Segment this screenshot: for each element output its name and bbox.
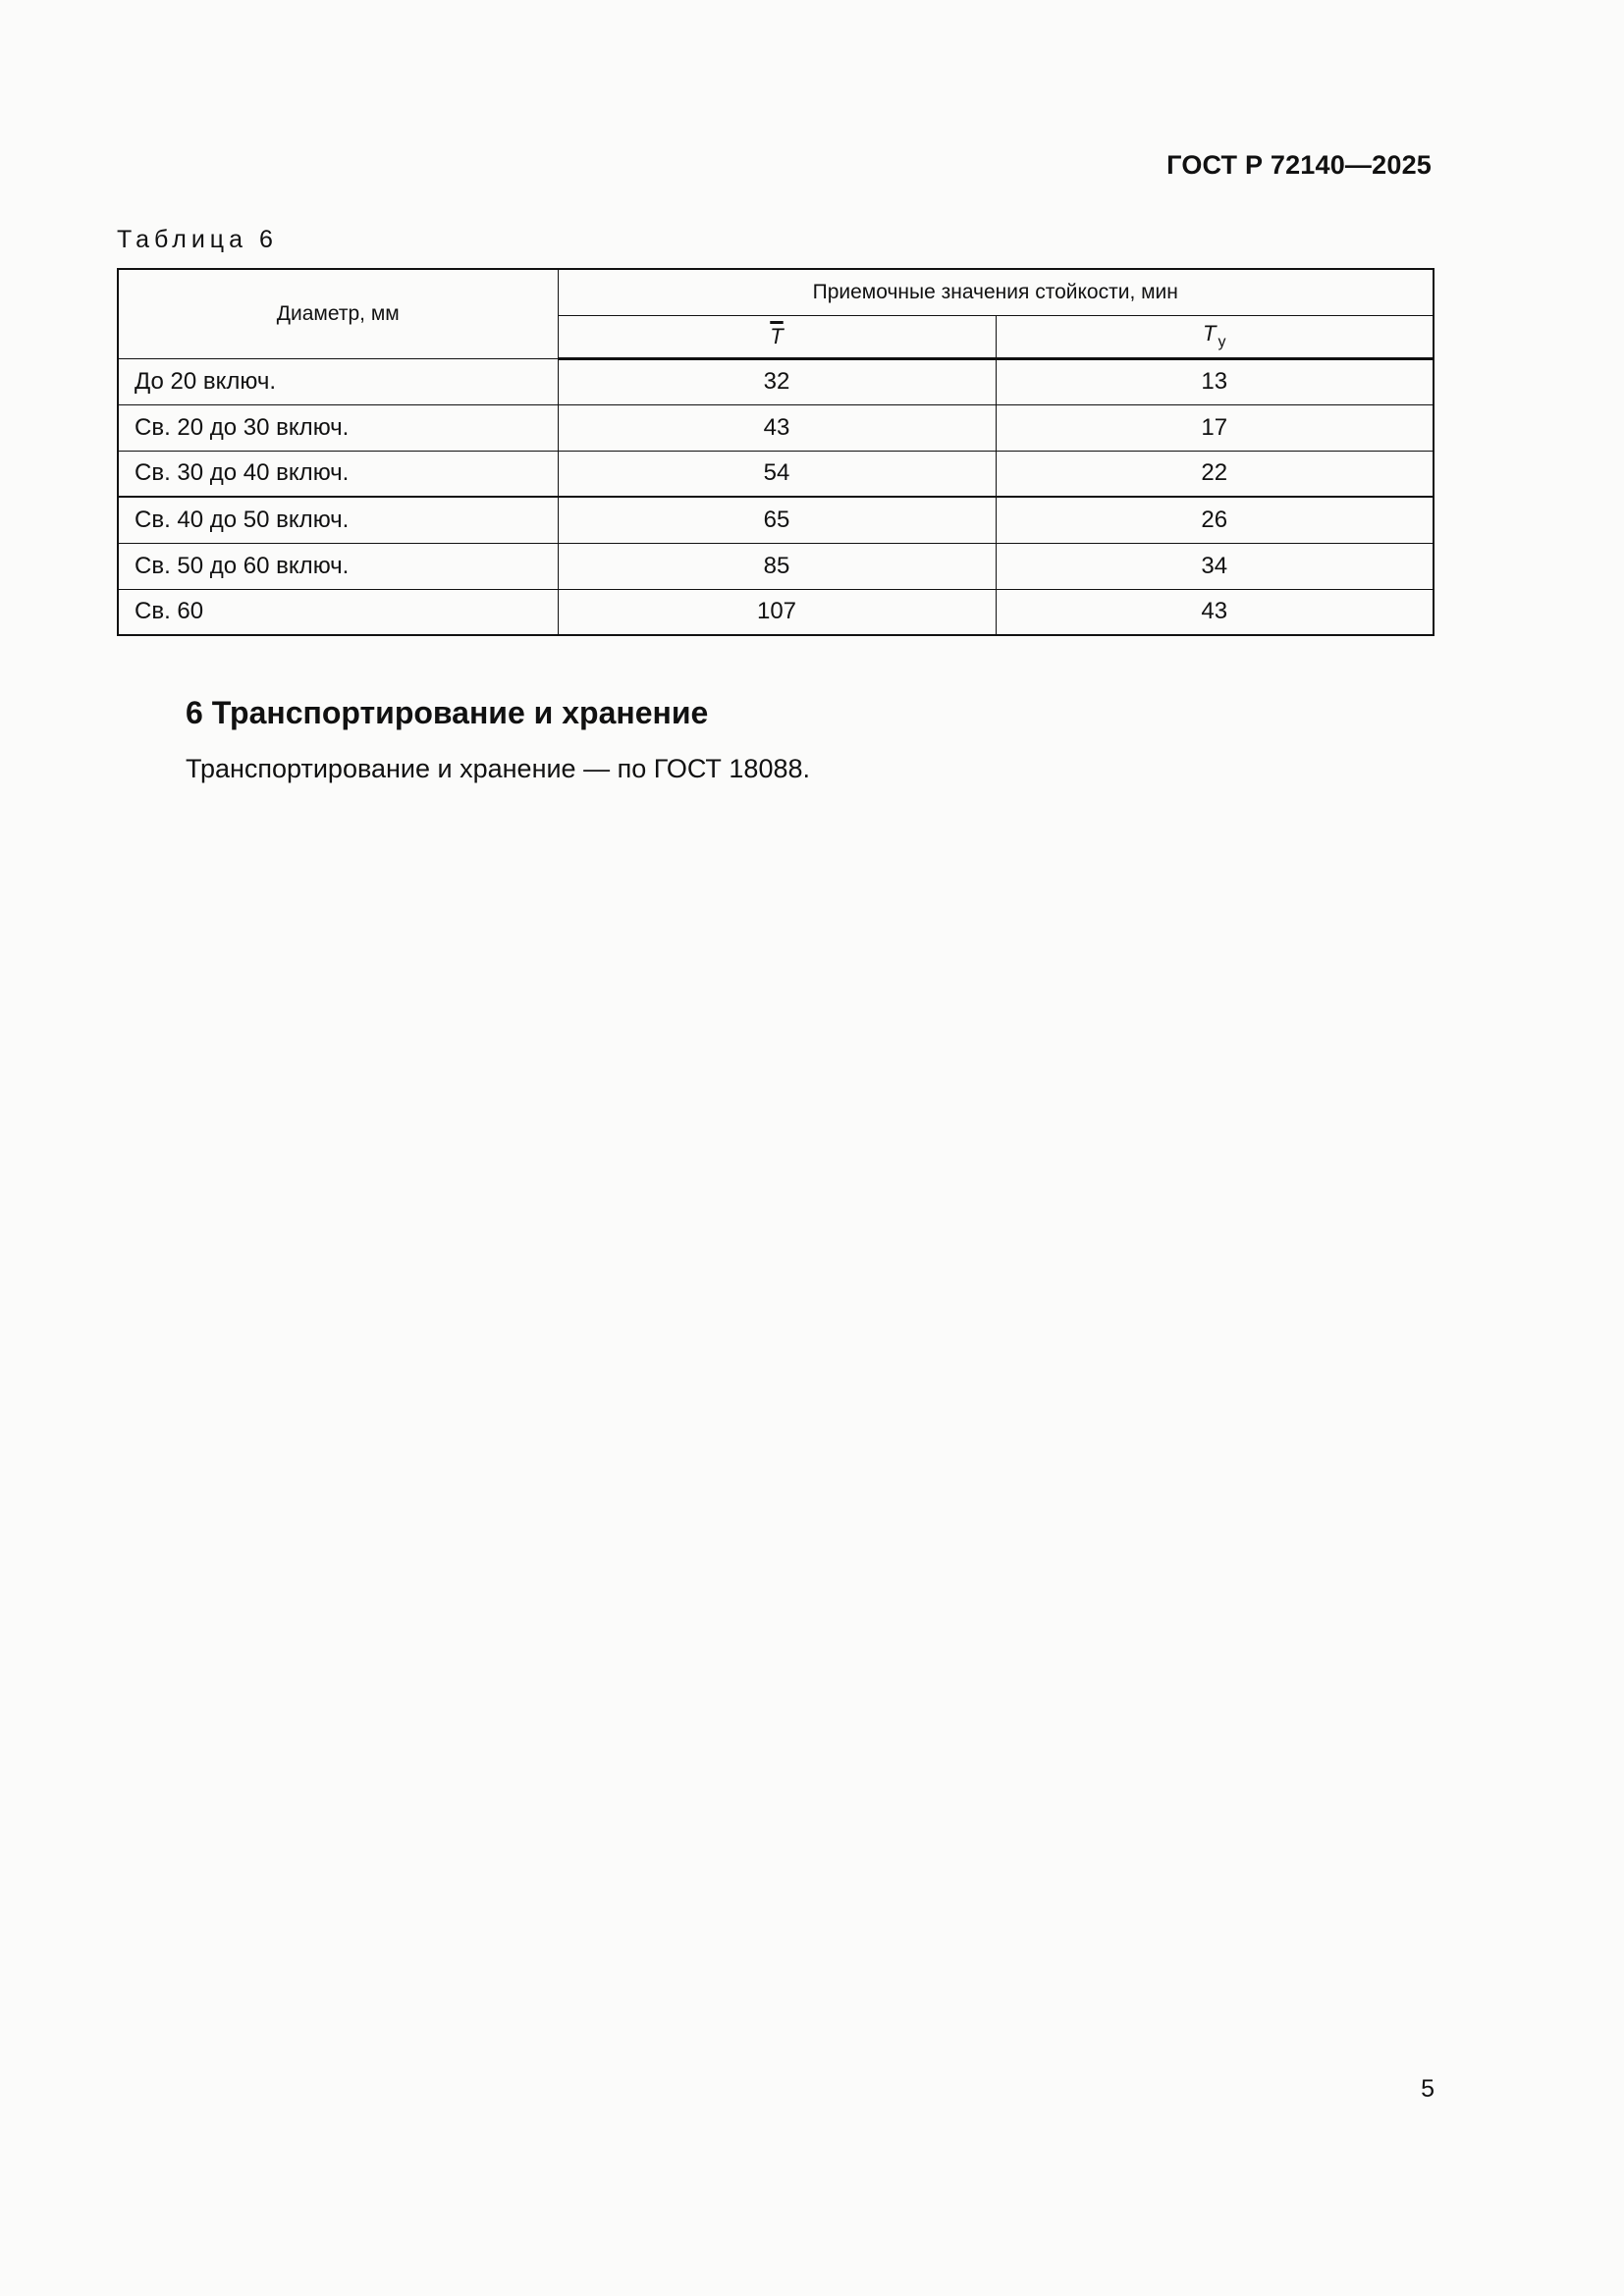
t-mean-symbol: $\overline{T}$ [770, 323, 784, 348]
table-row [118, 404, 1434, 451]
cell-t-y: 17 [996, 404, 1434, 451]
section-heading: 6 Транспортирование и хранение [186, 695, 709, 730]
cell-diameter: Св. 30 до 40 включ. [118, 451, 558, 497]
cell-diameter: Св. 60 [118, 589, 558, 635]
cell-t-y: 34 [996, 543, 1434, 589]
section-text: Транспортирование и хранение — по ГОСТ 18088. [186, 754, 811, 783]
cell-t-mean: 32 [558, 358, 996, 404]
page-number: 5 [1421, 2075, 1435, 2103]
header-diameter: Диаметр, мм [118, 269, 558, 358]
table-caption: Таблица 6 [117, 226, 278, 253]
cell-t-y: 43 [996, 589, 1434, 635]
header-acceptance-values: Приемочные значения стойкости, мин [558, 269, 1434, 315]
table-row [118, 451, 1434, 497]
cell-diameter: Св. 40 до 50 включ. [118, 497, 558, 543]
table-row [118, 497, 1434, 543]
cell-t-y: 13 [996, 358, 1434, 404]
table-row [118, 589, 1434, 635]
document-code: ГОСТ Р 72140—2025 [1166, 150, 1432, 180]
cell-t-mean: 85 [558, 543, 996, 589]
cell-t-mean: 43 [558, 404, 996, 451]
cell-t-mean: 54 [558, 451, 996, 497]
t-y-subscript: у [1218, 334, 1226, 350]
cell-diameter: Св. 50 до 60 включ. [118, 543, 558, 589]
header-t-mean [558, 315, 996, 358]
cell-t-mean: 107 [558, 589, 996, 635]
resistance-table [117, 268, 1435, 636]
cell-t-y: 22 [996, 451, 1434, 497]
cell-diameter: До 20 включ. [118, 358, 558, 404]
header-t-y [996, 315, 1434, 358]
table-row [118, 358, 1434, 404]
cell-diameter: Св. 20 до 30 включ. [118, 404, 558, 451]
table-row [118, 543, 1434, 589]
t-y-symbol: T [1203, 321, 1217, 346]
cell-t-y: 26 [996, 497, 1434, 543]
cell-t-mean: 65 [558, 497, 996, 543]
